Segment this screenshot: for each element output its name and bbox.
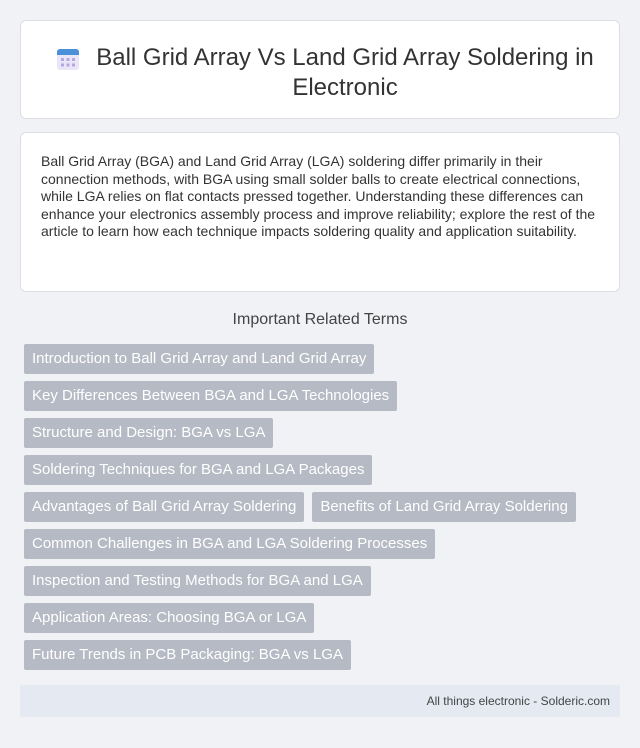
related-term-tag[interactable]: Structure and Design: BGA vs LGA	[24, 418, 273, 448]
related-term-tag[interactable]: Soldering Techniques for BGA and LGA Packages	[24, 455, 372, 485]
related-term-tag[interactable]: Advantages of Ball Grid Array Soldering	[24, 492, 304, 522]
related-terms-heading: Important Related Terms	[232, 311, 408, 328]
intro-card	[20, 132, 620, 292]
related-term-tag[interactable]: Application Areas: Choosing BGA or LGA	[24, 603, 314, 633]
related-terms-list	[24, 344, 616, 677]
title-card	[20, 20, 620, 119]
footer	[20, 685, 620, 717]
related-term-tag[interactable]: Future Trends in PCB Packaging: BGA vs LGA	[24, 640, 351, 670]
related-term-tag[interactable]: Key Differences Between BGA and LGA Technologies	[24, 381, 397, 411]
related-term-tag[interactable]: Inspection and Testing Methods for BGA and LGA	[24, 566, 371, 596]
related-term-tag[interactable]: Common Challenges in BGA and LGA Soldering Processes	[24, 529, 435, 559]
intro-paragraph: Ball Grid Array (BGA) and Land Grid Array (LGA) soldering differ primarily in their connection methods, with BGA using small solder balls to create electrical connections, while LGA relies on flat contacts pressed together. Understanding these differences can enhance your electronics assembly process and improve reliability; explore the rest of the article to learn how each technique impacts soldering quality and application suitability.	[41, 153, 596, 240]
calendar-grid-icon	[55, 46, 81, 72]
related-term-tag[interactable]: Benefits of Land Grid Array Soldering	[312, 492, 576, 522]
related-term-tag[interactable]: Introduction to Ball Grid Array and Land Grid Array	[24, 344, 374, 374]
footer-credit: All things electronic - Solderic.com	[426, 694, 610, 708]
page-title: Ball Grid Array Vs Land Grid Array Soldering in Electronic	[96, 44, 594, 101]
